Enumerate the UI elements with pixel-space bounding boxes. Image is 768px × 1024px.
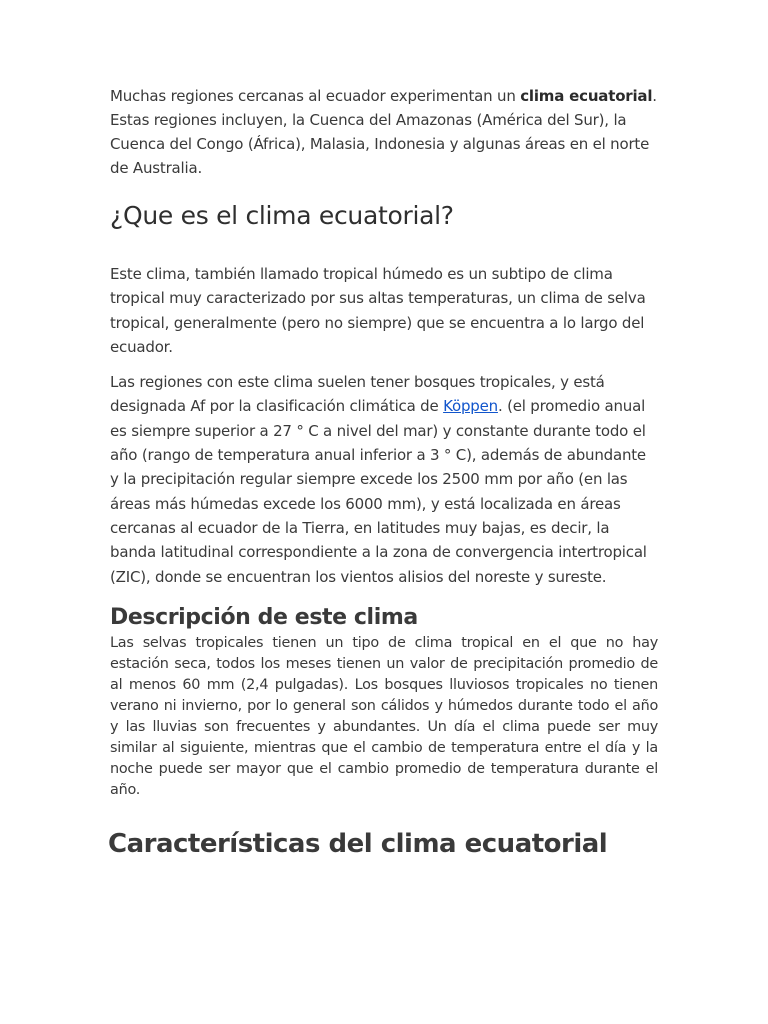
description-paragraph: Las selvas tropicales tienen un tipo de clima tropical en el que no hay estación seca, todos los meses tienen un valor de precipitación promedio de al menos 60 mm (2,4 pulgadas). Los bosques lluviosos tropicales no tienen verano ni invierno, por lo general son cálidos y húmedos durante todo el año y las lluvias son frecuentes y abundantes. Un día el clima puede ser muy similar al siguiente, mientras que el cambio de temperatura entre el día y la noche puede ser mayor que el cambio promedio de temperatura durante el año. — [110, 634, 658, 798]
intro-text-end: . Estas regiones incluyen, la Cuenca del Amazonas (América del Sur), la Cuenca del Congo (África), Malasia, Indonesia y algunas áreas en el norte de Australia. — [110, 87, 657, 177]
document-page — [110, 84, 658, 861]
definition-paragraph: Este clima, también llamado tropical húmedo es un subtipo de clima tropical muy caracterizado por sus altas temperaturas, un clima de selva tropical, generalmente (pero no siempre) que se encuentra a lo largo del ecuador. — [110, 265, 646, 356]
heading-caracteristicas: Características del clima ecuatorial — [108, 828, 608, 859]
intro-text-start: Muchas regiones cercanas al ecuador experimentan un — [110, 87, 521, 105]
regions-text-start: Las regiones con este clima suelen tener bosques tropicales, y está designada Af por la clasificación climática de — [110, 373, 605, 416]
regions-paragraph — [110, 370, 658, 589]
koppen-link[interactable]: Köppen — [443, 397, 498, 416]
regions-text-end: . (el promedio anual es siempre superior a 27 ° C a nivel del mar) y constante durante todo el año (rango de temperatura anual inferior a 3 ° C), además de abundante y la precipitación regular siempre excede los 2500 mm por año (en las áreas más húmedas excede los 6000 mm), y está localizada en áreas cercanas al ecuador de la Tierra, en latitudes muy bajas, es decir, la banda latitudinal correspondiente a la zona de convergencia intertropical (ZIC), donde se encuentran los vientos alisios del noreste y sureste. — [110, 397, 647, 586]
heading-que-es: ¿Que es el clima ecuatorial? — [110, 201, 454, 230]
intro-bold-term: clima ecuatorial — [520, 87, 653, 105]
intro-paragraph — [110, 84, 658, 180]
heading-descripcion: Descripción de este clima — [110, 604, 418, 630]
